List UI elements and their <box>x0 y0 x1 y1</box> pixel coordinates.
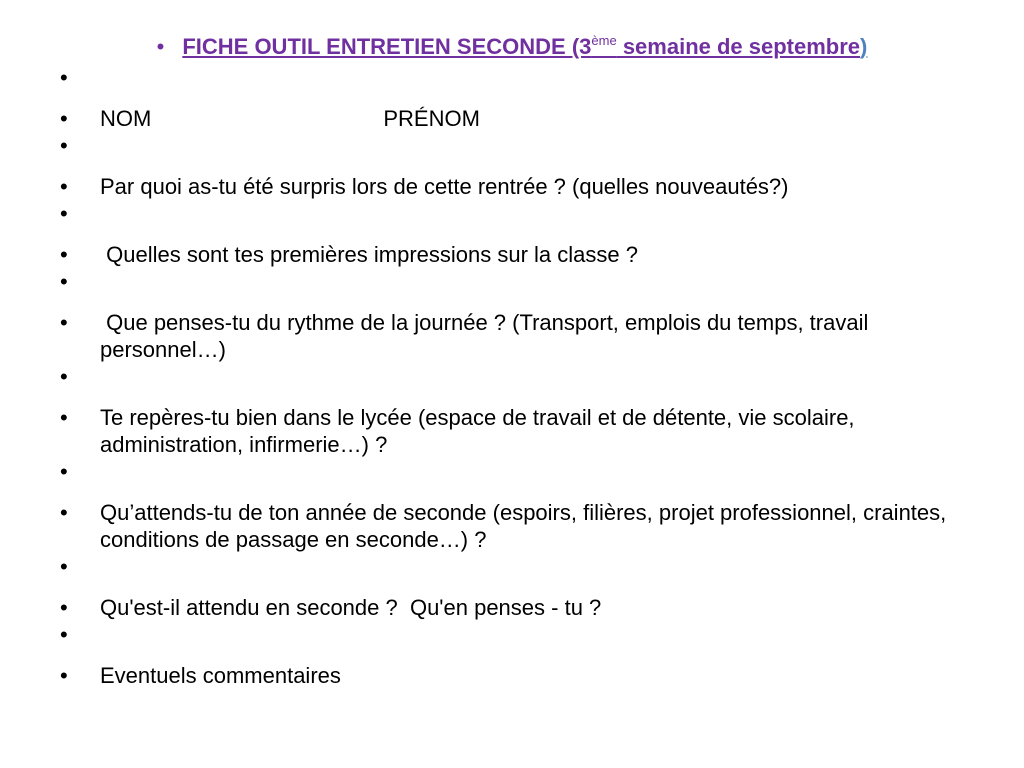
question-item <box>0 594 960 621</box>
question-text: Que penses-tu du rythme de la journée ? (Transport, emplois du temps, travail personnel…) <box>100 310 875 362</box>
bullet-icon: • <box>60 364 68 389</box>
question-item <box>0 309 960 363</box>
bullet-icon: • <box>60 500 68 525</box>
empty-bullet <box>0 553 960 594</box>
title-superscript: ème <box>591 33 617 48</box>
question-text: Te repères-tu bien dans le lycée (espace de travail et de détente, vie scolaire, administration, infirmerie…) ? <box>100 405 855 457</box>
question-list <box>0 64 960 689</box>
bullet-icon: • <box>60 65 68 90</box>
empty-bullet <box>0 621 960 662</box>
bullet-icon: • <box>60 595 68 620</box>
question-item <box>0 404 960 458</box>
title-rest-text: semaine de septembre <box>616 34 861 59</box>
bullet-icon: • <box>60 405 68 430</box>
question-text: Quelles sont tes premières impressions sur la classe ? <box>100 242 638 267</box>
bullet-icon: • <box>60 310 68 335</box>
bullet-icon: • <box>60 622 68 647</box>
question-item <box>0 241 960 268</box>
bullet-icon: • <box>60 242 68 267</box>
prenom-label: PRÉNOM <box>383 106 480 131</box>
bullet-icon: • <box>60 174 68 199</box>
question-item <box>0 499 960 553</box>
slide-title <box>0 32 1024 62</box>
question-text: Qu'est-il attendu en seconde ? Qu'en penses - tu ? <box>100 595 602 620</box>
title-close-paren: ) <box>860 34 868 59</box>
empty-bullet <box>0 458 960 499</box>
title-main-text: FICHE OUTIL ENTRETIEN SECONDE (3 <box>182 34 592 59</box>
question-item <box>0 662 960 689</box>
bullet-icon: • <box>60 106 68 131</box>
empty-bullet <box>0 268 960 309</box>
question-text: Eventuels commentaires <box>100 663 341 688</box>
bullet-icon: • <box>60 459 68 484</box>
empty-bullet <box>0 64 960 105</box>
bullet-icon: • <box>60 269 68 294</box>
bullet-icon: • <box>60 663 68 688</box>
empty-bullet <box>0 200 960 241</box>
bullet-icon: • <box>60 133 68 158</box>
title-link[interactable] <box>182 34 860 59</box>
question-text: Par quoi as-tu été surpris lors de cette rentrée ? (quelles nouveautés?) <box>100 174 789 199</box>
bullet-icon: • <box>60 554 68 579</box>
name-fields-row <box>0 105 960 132</box>
empty-bullet <box>0 363 960 404</box>
question-item <box>0 173 960 200</box>
nom-label: NOM <box>100 106 152 131</box>
bullet-icon: • <box>60 201 68 226</box>
title-bullet: • <box>156 34 165 59</box>
question-text: Qu’attends-tu de ton année de seconde (espoirs, filières, projet professionnel, craintes, conditions de passage en seconde…) ? <box>100 500 947 552</box>
empty-bullet <box>0 132 960 173</box>
